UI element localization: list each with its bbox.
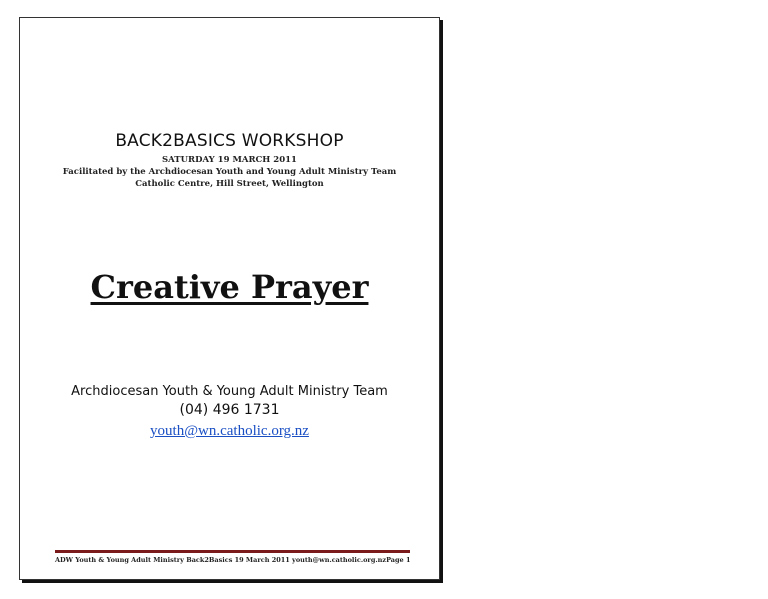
venue-line: Catholic Centre, Hill Street, Wellington (135, 179, 324, 189)
main-title: Creative Prayer (90, 268, 369, 306)
workshop-title: BACK2BASICS WORKSHOP (115, 131, 344, 151)
page-footer (55, 556, 410, 564)
workshop-date: SATURDAY 19 MARCH 2011 (162, 155, 297, 165)
footer-text: ADW Youth & Young Adult Ministry Back2Basics 19 March 2011 youth@wn.catholic.org.nz (55, 556, 387, 564)
team-name: Archdiocesan Youth & Young Adult Ministry Team (71, 384, 388, 399)
footer-rule (55, 550, 410, 553)
facilitated-by-line: Facilitated by the Archdiocesan Youth and Young Adult Ministry Team (62, 167, 397, 177)
document-page (19, 17, 440, 580)
phone-number: (04) 496 1731 (179, 402, 280, 418)
email-link[interactable]: youth@wn.catholic.org.nz (150, 423, 309, 439)
page-number: Page 1 (386, 556, 411, 564)
